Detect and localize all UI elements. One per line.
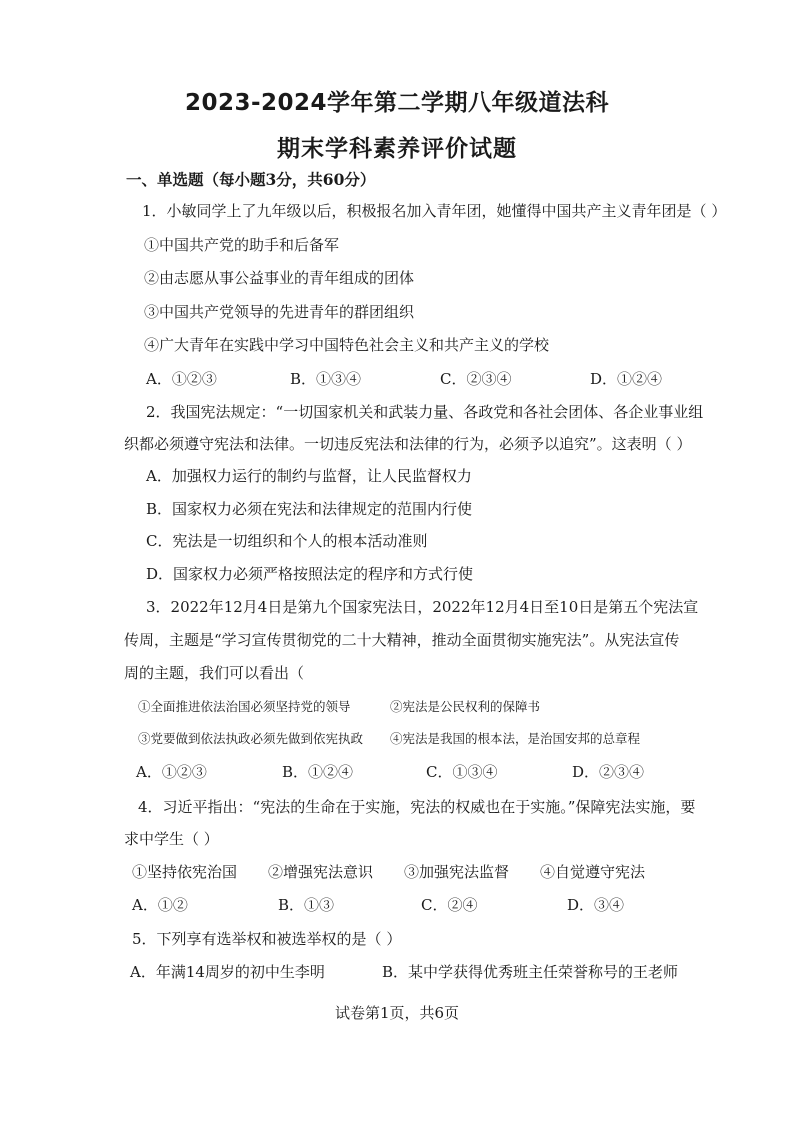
q4-stem-line2: 求中学生（ ） — [124, 830, 219, 848]
q3-option-c: C．①③④ — [426, 763, 498, 781]
q5-option-b: B．某中学获得优秀班主任荣誉称号的王老师 — [382, 963, 679, 981]
q3-stem-line3: 周的主题，我们可以看出（ — [124, 664, 305, 682]
q1-item-1: ①中国共产党的助手和后备军 — [144, 236, 340, 254]
q1-stem: 1．小敏同学上了九年级以后，积极报名加入青年团，她懂得中国共产主义青年团是（ ） — [142, 202, 727, 220]
q1-option-b: B．①③④ — [290, 370, 362, 388]
q4-stem-line1: 4．习近平指出：“宪法的生命在于实施，宪法的权威也在于实施。”保障宪法实施，要 — [138, 798, 696, 816]
q4-option-d: D．③④ — [567, 896, 625, 914]
q4-option-c: C．②④ — [421, 896, 478, 914]
q4-option-a: A．①② — [132, 896, 188, 914]
q3-item-3: ③党要做到依法执政必须先做到依宪执政 — [138, 731, 364, 746]
q4-item-1: ①坚持依宪治国 — [132, 863, 238, 881]
q2-option-c: C．宪法是一切组织和个人的根本活动准则 — [146, 532, 428, 550]
q2-option-a: A．加强权力运行的制约与监督，让人民监督权力 — [146, 467, 472, 485]
q4-option-b: B．①③ — [278, 896, 335, 914]
q2-stem-line2: 织都必须遵守宪法和法律。一切违反宪法和法律的行为，必须予以追究”。这表明（ ） — [124, 435, 692, 453]
q3-item-1: ①全面推进依法治国必须坚持党的领导 — [138, 699, 351, 714]
q1-option-d: D．①②④ — [590, 370, 663, 388]
q3-stem-line2: 传周，主题是“学习宣传贯彻党的二十大精神，推动全面贯彻实施宪法”。从宪法宣传 — [124, 631, 680, 649]
q4-item-4: ④自觉遵守宪法 — [540, 863, 646, 881]
page-number: 试卷第1页，共6页 — [334, 1004, 460, 1022]
q3-option-a: A．①②③ — [136, 763, 207, 781]
exam-title-line2: 期末学科素养评价试题 — [277, 136, 517, 162]
q1-item-2: ②由志愿从事公益事业的青年组成的团体 — [144, 269, 415, 287]
q1-item-4: ④广大青年在实践中学习中国特色社会主义和共产主义的学校 — [144, 336, 550, 354]
q3-item-2: ②宪法是公民权利的保障书 — [390, 699, 541, 714]
q2-option-d: D．国家权力必须严格按照法定的程序和方式行使 — [146, 565, 474, 583]
exam-title-line1: 2023-2024学年第二学期八年级道法科 — [184, 90, 610, 116]
q4-item-2: ②增强宪法意识 — [268, 863, 374, 881]
q3-option-b: B．①②④ — [282, 763, 354, 781]
q1-item-3: ③中国共产党领导的先进青年的群团组织 — [144, 303, 415, 321]
q4-item-3: ③加强宪法监督 — [404, 863, 510, 881]
q5-option-a: A．年满14周岁的初中生李明 — [130, 963, 325, 981]
q3-item-4: ④宪法是我国的根本法，是治国安邦的总章程 — [390, 731, 641, 746]
q3-stem-line1: 3．2022年12月4日是第九个国家宪法日，2022年12月4日至10日是第五个宪法宣 — [146, 598, 699, 616]
q1-option-c: C．②③④ — [440, 370, 512, 388]
q3-option-d: D．②③④ — [572, 763, 645, 781]
q2-stem-line1: 2．我国宪法规定：“一切国家机关和武装力量、各政党和各社会团体、各企业事业组 — [146, 403, 704, 421]
q5-stem: 5．下列享有选举权和被选举权的是（ ） — [132, 930, 402, 948]
section-heading: 一、单选题（每小题3分，共60分） — [126, 170, 376, 189]
q1-option-a: A．①②③ — [146, 370, 217, 388]
q2-option-b: B．国家权力必须在宪法和法律规定的范围内行使 — [146, 500, 473, 518]
